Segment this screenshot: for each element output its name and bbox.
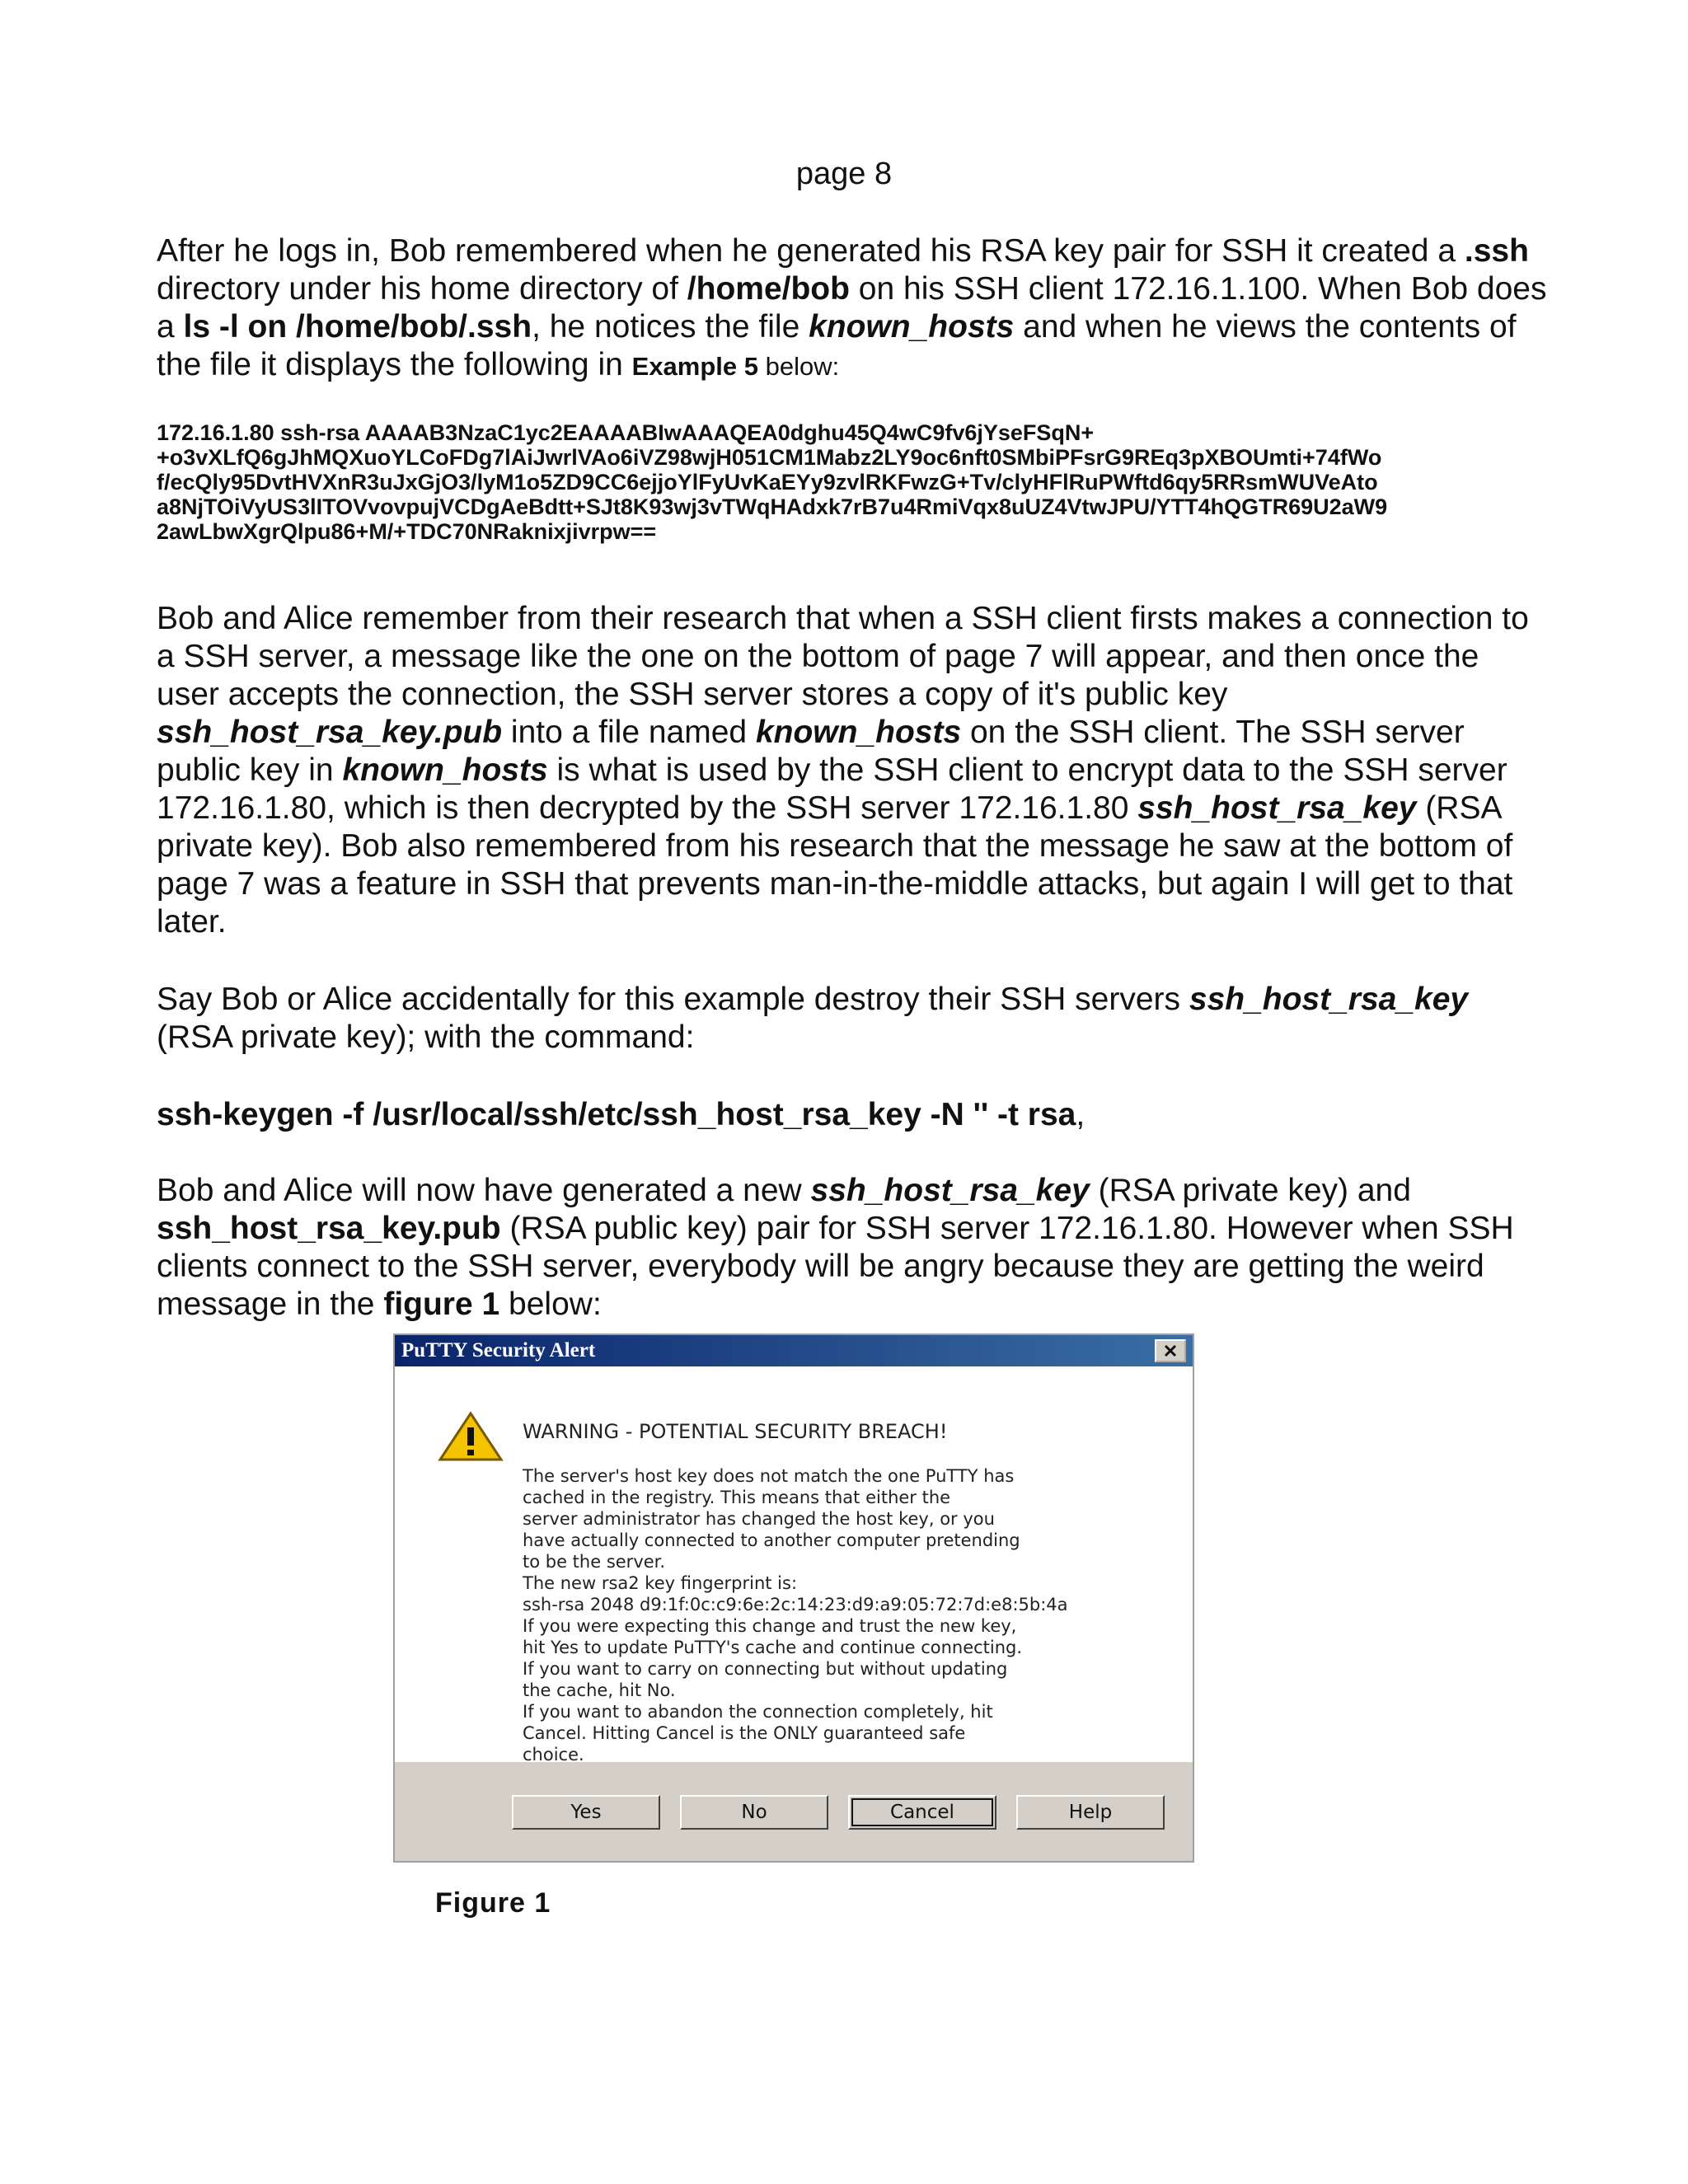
page-number: page 8 bbox=[795, 157, 893, 191]
text-run: After he logs in, Bob remembered when he generated his RSA key pair for SSH it created a bbox=[157, 233, 1465, 269]
known-hosts-line: a8NjTOiVyUS3lITOVvovpujVCDgAeBdtt+SJt8K93wj3vTWqHAdxk7rB7u4RmiVqx8uUZ4VtwJPU/YTT4hQGTR69U2aW9 bbox=[157, 494, 1388, 519]
bold-run: ls -l on /home/bob/.ssh bbox=[183, 309, 532, 344]
figure-caption: Figure 1 bbox=[435, 1887, 551, 1919]
bold-italic-run: ssh_host_rsa_key bbox=[810, 1173, 1090, 1208]
bold-italic-run: known_hosts bbox=[755, 715, 962, 750]
text-run: below: bbox=[758, 352, 840, 381]
yes-button[interactable]: Yes bbox=[512, 1795, 660, 1830]
known-hosts-line: +o3vXLfQ6gJhMQXuoYLCoFDg7lAiJwrlVAo6iVZ98wjH051CM1Mabz2LY9oc6nft0SMbiPFsrG9REq3pXBOUmti+74fWo bbox=[157, 445, 1382, 470]
paragraph-destroy-key bbox=[157, 981, 1550, 1057]
text-run: (RSA public key) pair for SSH server 172.16.1.80. However when SSH clients connect to the SSH server, everybody will be angry because they are getting the weird message in the bbox=[157, 1211, 1514, 1322]
figure-reference: figure 1 bbox=[383, 1286, 500, 1322]
dialog-titlebar[interactable] bbox=[395, 1335, 1193, 1366]
bold-italic-run: known_hosts bbox=[809, 309, 1015, 344]
text-run: on the SSH client. The SSH server public key in bbox=[157, 715, 1465, 788]
warning-heading: WARNING - POTENTIAL SECURITY BREACH! bbox=[523, 1420, 948, 1443]
text-run: (RSA private key); with the command: bbox=[157, 1019, 695, 1055]
bold-run: /home/bob bbox=[687, 271, 850, 307]
bold-run: ssh_host_rsa_key.pub bbox=[157, 1211, 501, 1246]
command-suffix: , bbox=[1076, 1097, 1085, 1132]
text-run: and when he views the contents of the file it displays the following in bbox=[157, 309, 1517, 382]
dialog-body bbox=[395, 1366, 1193, 1765]
cancel-button[interactable]: Cancel bbox=[848, 1795, 996, 1830]
warning-message: The server's host key does not match the one PuTTY has cached in the registry. This means that either the server administrator has changed the host key, or you have actually connected to another computer pretending to be the server. The new rsa2 key fingerprint is: ssh-rsa 2048 d9:1f:0c:c9:6e:2c:14:23:d9:a9:05:72:7d:e8:5b:4a If you were expecting this change and trust the new key, hit Yes to update PuTTY's cache and continue connecting. If you want to carry on connecting but without updating the cache, hit No. If you want to abandon the connection completely, hit Cancel. Hitting Cancel is the ONLY guaranteed safe choice. bbox=[523, 1466, 1068, 1765]
putty-security-alert-dialog bbox=[393, 1333, 1194, 1863]
paragraph-new-key-pair bbox=[157, 1172, 1550, 1324]
text-run: directory under his home directory of bbox=[157, 271, 687, 307]
bold-italic-run: ssh_host_rsa_key bbox=[1189, 982, 1469, 1017]
no-button[interactable]: No bbox=[680, 1795, 828, 1830]
help-button[interactable]: Help bbox=[1016, 1795, 1165, 1830]
bold-italic-run: known_hosts bbox=[342, 752, 548, 788]
command-text: ssh-keygen -f /usr/local/ssh/etc/ssh_host_rsa_key -N '' -t rsa bbox=[157, 1097, 1076, 1132]
paragraph-ssh-directory bbox=[157, 232, 1550, 386]
paragraph-known-hosts-explanation bbox=[157, 600, 1550, 941]
dialog-button-row bbox=[395, 1762, 1193, 1861]
example-reference: Example 5 bbox=[631, 352, 759, 381]
text-run: Bob and Alice remember from their research that when a SSH client firsts makes a connection to a SSH server, a message like the one on the bottom of page 7 will appear, and then once the user accepts the connection, the SSH server stores a copy of it's public key bbox=[157, 601, 1529, 712]
text-run: Say Bob or Alice accidentally for this example destroy their SSH servers bbox=[157, 982, 1189, 1017]
text-run: into a file named bbox=[502, 715, 756, 750]
bold-italic-run: ssh_host_rsa_key bbox=[1137, 790, 1417, 826]
text-run: (RSA private key) and bbox=[1089, 1173, 1411, 1208]
text-run: (RSA private key). Bob also remembered from his research that the message he saw at the bottom of page 7 was a feature in SSH that prevents man-in-the-middle attacks, but again I will get to that later. bbox=[157, 790, 1513, 940]
known-hosts-line: 2awLbwXgrQlpu86+M/+TDC70NRaknixjivrpw== bbox=[157, 519, 657, 544]
text-run: Bob and Alice will now have generated a new bbox=[157, 1173, 811, 1208]
warning-triangle-icon bbox=[438, 1411, 504, 1462]
text-run: on his SSH client 172.16.1.100. When Bob does a bbox=[157, 271, 1547, 344]
dialog-title: PuTTY Security Alert bbox=[401, 1339, 596, 1361]
text-run: , he notices the file bbox=[532, 309, 809, 344]
ssh-keygen-command bbox=[157, 1096, 1550, 1134]
close-icon[interactable] bbox=[1155, 1339, 1186, 1362]
known-hosts-line: f/ecQly95DvtHVXnR3uJxGjO3/lyM1o5ZD9CC6ejjoYlFyUvKaEYy9zvlRKFwzG+Tv/clyHFlRuPWftd6qy5RRsmWUVeAto bbox=[157, 470, 1378, 494]
text-run: is what is used by the SSH client to encrypt data to the SSH server 172.16.1.80, which is then decrypted by the SSH server 172.16.1.80 bbox=[157, 752, 1507, 826]
bold-run: .ssh bbox=[1464, 233, 1529, 269]
known-hosts-content bbox=[157, 420, 1550, 544]
known-hosts-line: 172.16.1.80 ssh-rsa AAAAB3NzaC1yc2EAAAABIwAAAQEA0dghu45Q4wC9fv6jYseFSqN+ bbox=[157, 420, 1095, 445]
bold-italic-run: ssh_host_rsa_key.pub bbox=[157, 715, 503, 750]
text-run: below: bbox=[499, 1286, 602, 1322]
